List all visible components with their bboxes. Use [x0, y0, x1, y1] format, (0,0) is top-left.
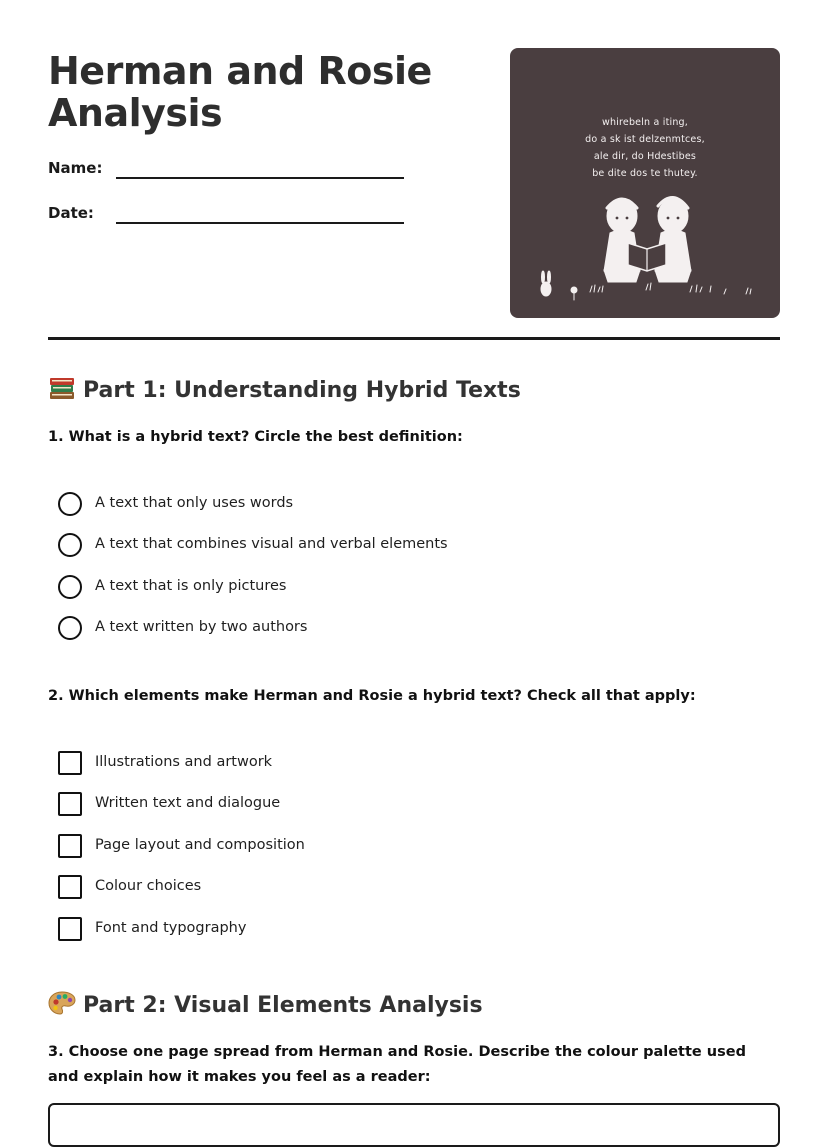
q1-option[interactable]	[58, 492, 658, 516]
checkbox[interactable]	[58, 917, 82, 941]
cover-text-line: be dite dos te thutey.	[592, 168, 698, 179]
part1-heading	[48, 375, 521, 409]
books-icon	[48, 375, 76, 409]
cover-text-line: ale dir, do Hdestibes	[593, 151, 697, 162]
date-label: Date:	[48, 204, 94, 222]
cover-text-line: whirebeln a iting,	[601, 117, 689, 128]
option-label: Colour choices	[95, 878, 202, 894]
title-line-1: Herman and Rosie	[48, 49, 432, 93]
q2-option[interactable]	[58, 792, 658, 816]
q1-option[interactable]	[58, 533, 658, 557]
checkbox[interactable]	[58, 751, 82, 775]
section-divider	[48, 337, 780, 340]
palette-icon	[48, 990, 76, 1024]
option-label: Written text and dialogue	[95, 795, 281, 811]
q2-option[interactable]	[58, 875, 658, 899]
worksheet-page	[48, 0, 780, 1118]
answer-textbox[interactable]	[48, 1103, 780, 1147]
name-label: Name:	[48, 159, 103, 177]
radio-button[interactable]	[58, 616, 82, 640]
q2-option[interactable]	[58, 751, 658, 775]
q1-option[interactable]	[58, 575, 658, 599]
option-label: A text that combines visual and verbal elements	[95, 536, 448, 552]
q2-option[interactable]	[58, 834, 658, 858]
question-2: 2. Which elements make Herman and Rosie a hybrid text? Check all that apply:	[48, 688, 696, 704]
part2-heading	[48, 990, 483, 1024]
option-label: A text written by two authors	[95, 619, 308, 635]
option-label: A text that is only pictures	[95, 578, 287, 594]
radio-button[interactable]	[58, 492, 82, 516]
option-label: A text that only uses words	[95, 495, 294, 511]
question-1: 1. What is a hybrid text? Circle the best definition:	[48, 429, 463, 445]
option-label: Page layout and composition	[95, 837, 305, 853]
children-reading-illustration	[510, 48, 780, 318]
option-label: Font and typography	[95, 920, 247, 936]
checkbox[interactable]	[58, 875, 82, 899]
checkbox[interactable]	[58, 792, 82, 816]
radio-button[interactable]	[58, 533, 82, 557]
q2-option[interactable]	[58, 917, 658, 941]
name-blank-line[interactable]	[116, 177, 404, 179]
worksheet-header	[48, 48, 780, 318]
question-3: 3. Choose one page spread from Herman and Rosie. Describe the colour palette used and explain how it makes you feel as a reader:	[48, 1044, 746, 1085]
option-label: Illustrations and artwork	[95, 754, 273, 770]
title-line-2: Analysis	[48, 91, 223, 135]
book-cover-image	[510, 48, 780, 318]
page-title	[48, 50, 488, 134]
q1-option[interactable]	[58, 616, 658, 640]
checkbox[interactable]	[58, 834, 82, 858]
part1-heading-text: Part 1: Understanding Hybrid Texts	[83, 378, 521, 403]
date-blank-line[interactable]	[116, 222, 404, 224]
part2-heading-text: Part 2: Visual Elements Analysis	[83, 993, 483, 1018]
radio-button[interactable]	[58, 575, 82, 599]
cover-text-line: do a sk ist delzenmtces,	[585, 134, 705, 145]
